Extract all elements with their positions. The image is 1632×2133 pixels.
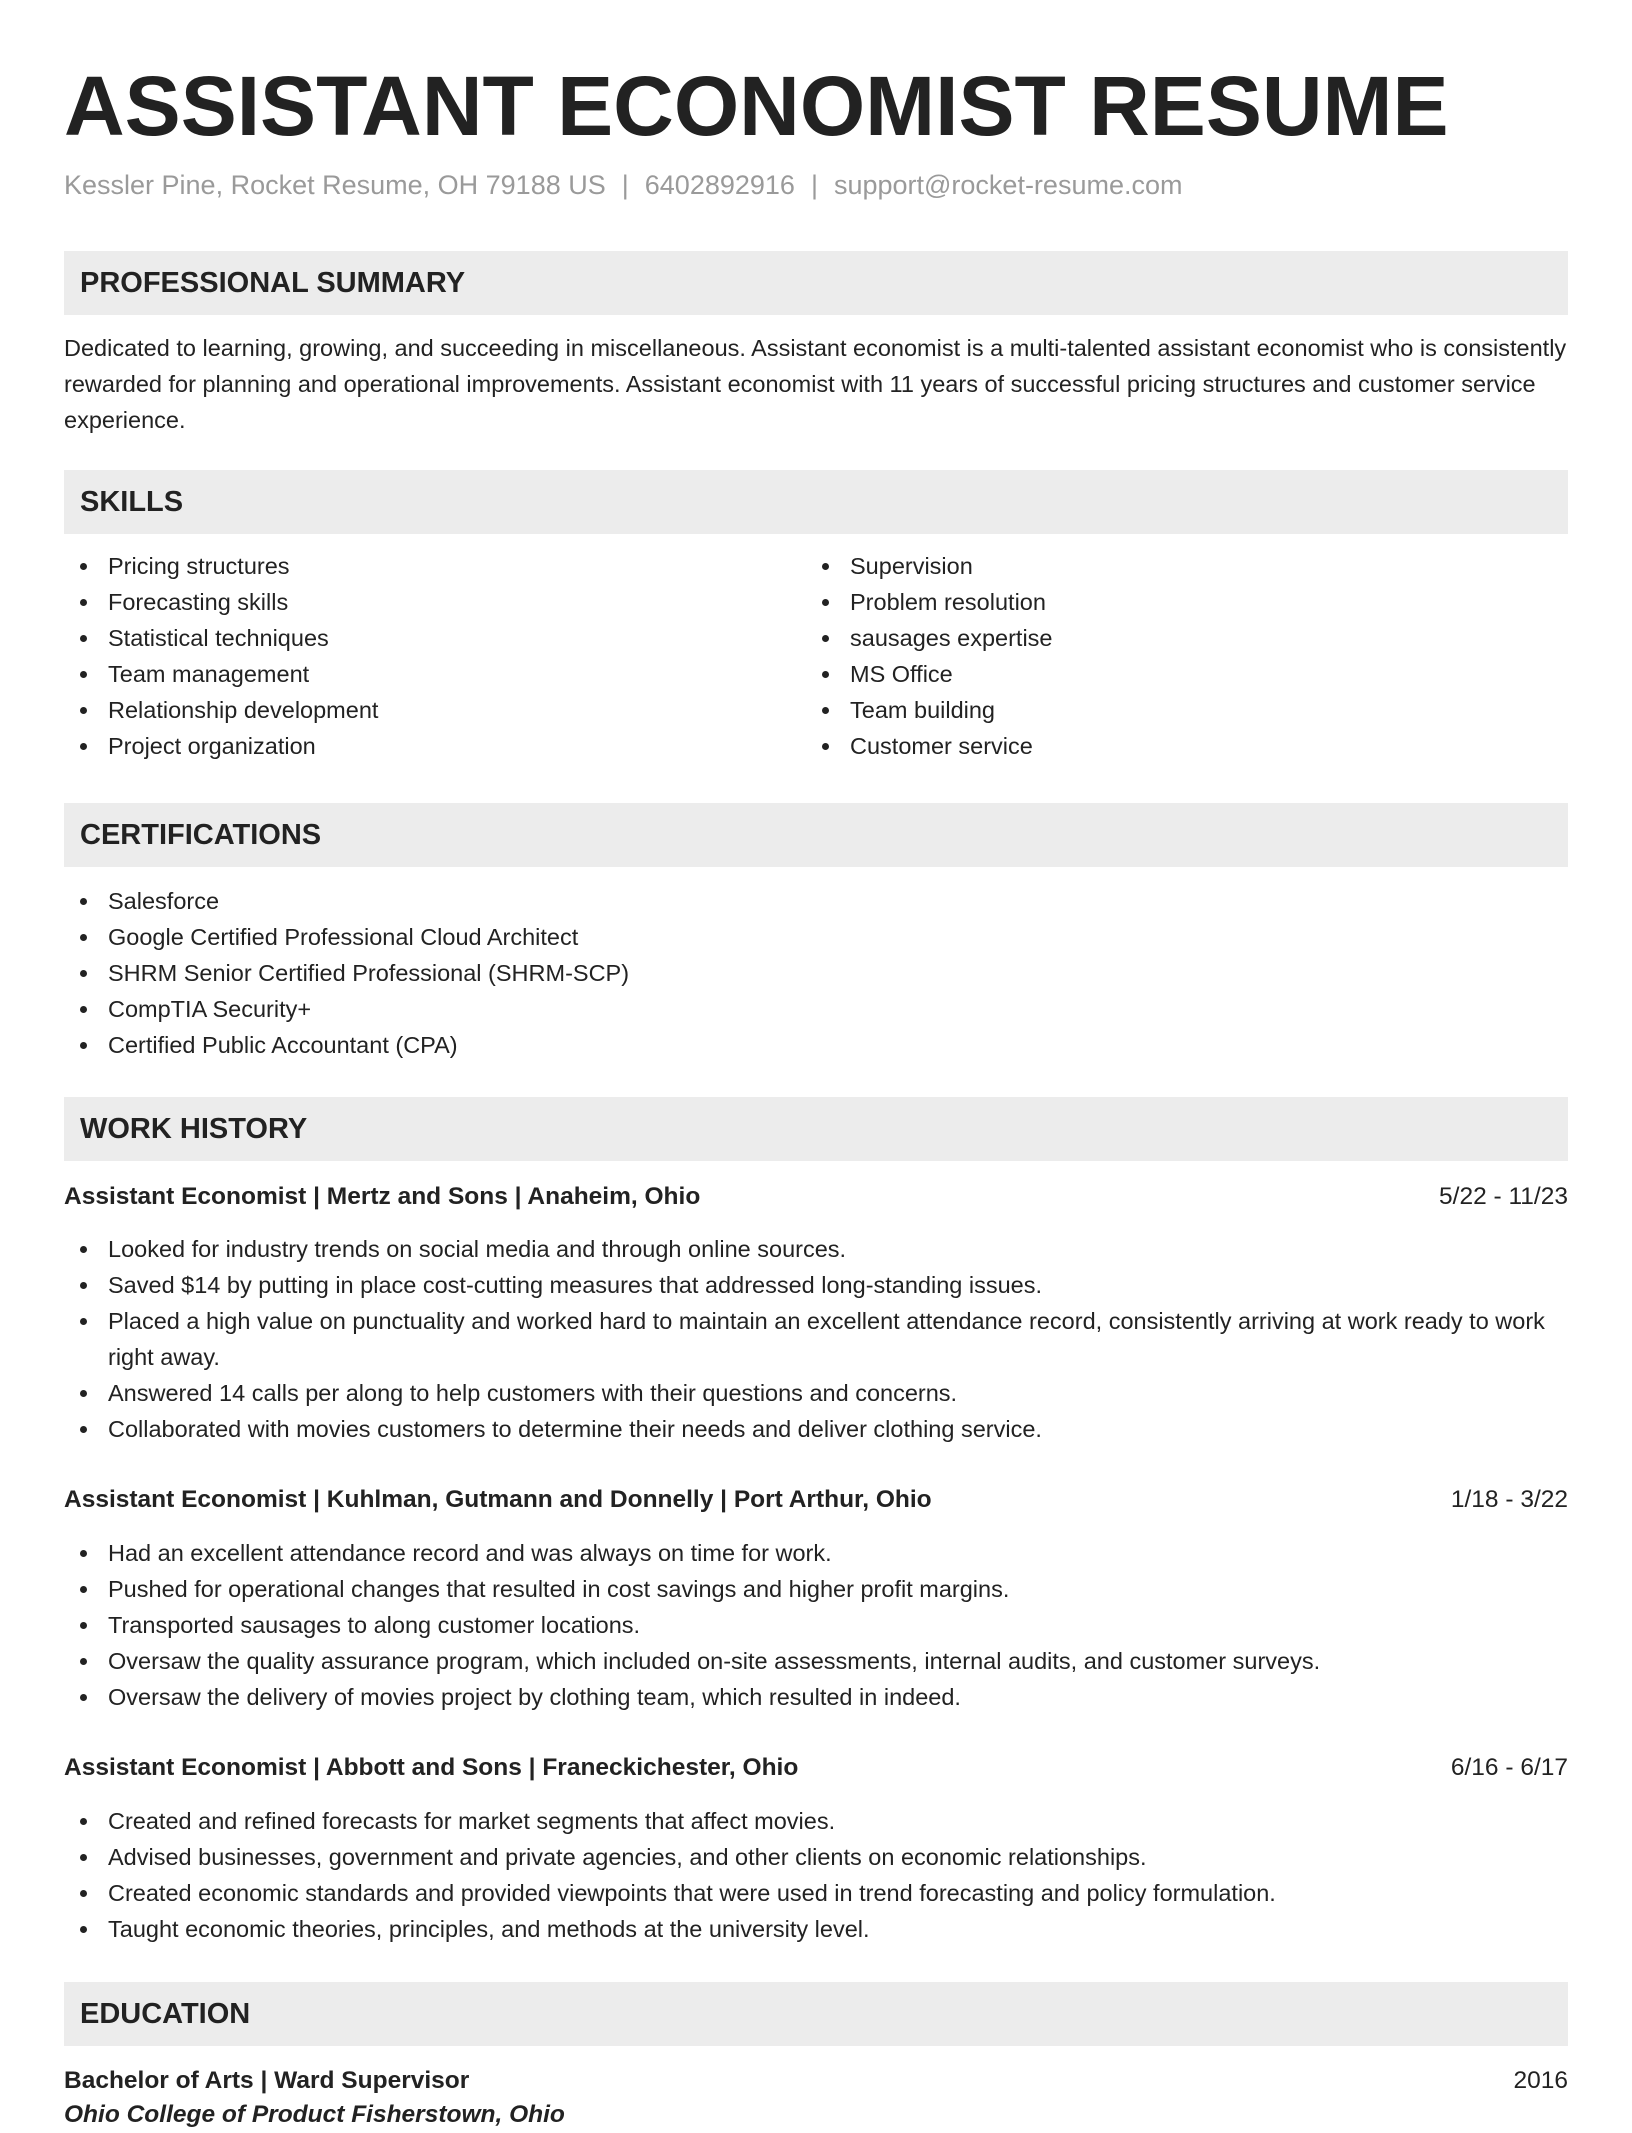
contact-email: support@rocket-resume.com [833, 170, 1183, 200]
skills-list-left [64, 548, 804, 764]
education-heading [64, 2063, 1568, 2099]
certification-item: CompTIA Security+ [64, 991, 1568, 1027]
certification-item: Salesforce [64, 883, 1568, 919]
job-dates: 6/16 - 6/17 [1450, 1754, 1568, 1781]
skill-item: Supervision [806, 548, 1566, 584]
job-bullet: Advised businesses, government and private agencies, and other clients on economic relationships. [64, 1839, 1568, 1875]
education-school: Ohio College of Product Fisherstown, Ohio [64, 2101, 565, 2128]
job-bullet: Pushed for operational changes that resulted in cost savings and higher profit margins. [64, 1571, 1568, 1607]
contact-address: Kessler Pine, Rocket Resume, OH 79188 US [64, 170, 606, 200]
job-bullet: Created economic standards and provided viewpoints that were used in trend forecasting and policy formulation. [64, 1875, 1568, 1911]
skill-item: Problem resolution [806, 584, 1566, 620]
job-bullet: Oversaw the delivery of movies project by clothing team, which resulted in indeed. [64, 1679, 1568, 1715]
job-heading [64, 1179, 1568, 1215]
resume-title: ASSISTANT ECONOMIST RESUME [64, 59, 1449, 153]
job-bullet: Had an excellent attendance record and was always on time for work. [64, 1535, 1568, 1571]
education-degree: Bachelor of Arts | Ward Supervisor [64, 2067, 470, 2094]
job-bullet: Answered 14 calls per along to help customers with their questions and concerns. [64, 1375, 1568, 1411]
contact-phone: 6402892916 [644, 170, 795, 200]
skill-item: Pricing structures [64, 548, 804, 584]
skill-item: sausages expertise [806, 620, 1566, 656]
skill-item: Forecasting skills [64, 584, 804, 620]
job-bullet: Created and refined forecasts for market segments that affect movies. [64, 1803, 1568, 1839]
job-bullet: Collaborated with movies customers to determine their needs and deliver clothing service. [64, 1411, 1568, 1447]
job-bullet: Saved $14 by putting in place cost-cutting measures that addressed long-standing issues. [64, 1267, 1568, 1303]
job-bullets [64, 1535, 1568, 1715]
job-dates: 1/18 - 3/22 [1450, 1486, 1568, 1513]
section-header-certifications: CERTIFICATIONS [64, 803, 1568, 867]
contact-separator: | [621, 170, 629, 200]
job-heading [64, 1482, 1568, 1518]
skill-item: Customer service [806, 728, 1566, 764]
skill-item: Project organization [64, 728, 804, 764]
job-bullet: Transported sausages to along customer locations. [64, 1607, 1568, 1643]
section-header-skills: SKILLS [64, 470, 1568, 534]
job-bullets [64, 1231, 1568, 1447]
contact-separator: | [810, 170, 818, 200]
job-title: Assistant Economist | Abbott and Sons | Franeckichester, Ohio [64, 1754, 799, 1781]
section-header-summary: PROFESSIONAL SUMMARY [64, 251, 1568, 315]
certification-item: SHRM Senior Certified Professional (SHRM-SCP) [64, 955, 1568, 991]
job-title: Assistant Economist | Kuhlman, Gutmann and Donnelly | Port Arthur, Ohio [64, 1486, 932, 1513]
section-header-education: EDUCATION [64, 1982, 1568, 2046]
certification-item: Google Certified Professional Cloud Architect [64, 919, 1568, 955]
job-bullet: Oversaw the quality assurance program, which included on-site assessments, internal audits, and customer surveys. [64, 1643, 1568, 1679]
job-bullets [64, 1803, 1568, 1947]
job-dates: 5/22 - 11/23 [1439, 1183, 1568, 1210]
skills-list-right [806, 548, 1566, 764]
skill-item: Team management [64, 656, 804, 692]
job-heading [64, 1750, 1568, 1786]
skill-item: Relationship development [64, 692, 804, 728]
job-bullet: Placed a high value on punctuality and worked hard to maintain an excellent attendance record, consistently arriving at work ready to work right away. [64, 1303, 1568, 1375]
job-title: Assistant Economist | Mertz and Sons | Anaheim, Ohio [64, 1183, 701, 1210]
skill-item: Team building [806, 692, 1566, 728]
contact-line [64, 165, 1182, 205]
certifications-list [64, 883, 1568, 1063]
job-bullet: Looked for industry trends on social media and through online sources. [64, 1231, 1568, 1267]
section-header-work-history: WORK HISTORY [64, 1097, 1568, 1161]
certification-item: Certified Public Accountant (CPA) [64, 1027, 1568, 1063]
summary-text: Dedicated to learning, growing, and succeeding in miscellaneous. Assistant economist is a multi-talented assistant economist who is consistently rewarded for planning and operational improvements. Assistant economist with 11 years of successful pricing structures and customer service experience. [64, 335, 1567, 433]
skill-item: Statistical techniques [64, 620, 804, 656]
job-bullet: Taught economic theories, principles, and methods at the university level. [64, 1911, 1568, 1947]
education-school-row [64, 2097, 1568, 2133]
education-year: 2016 [1513, 2067, 1568, 2094]
skill-item: MS Office [806, 656, 1566, 692]
